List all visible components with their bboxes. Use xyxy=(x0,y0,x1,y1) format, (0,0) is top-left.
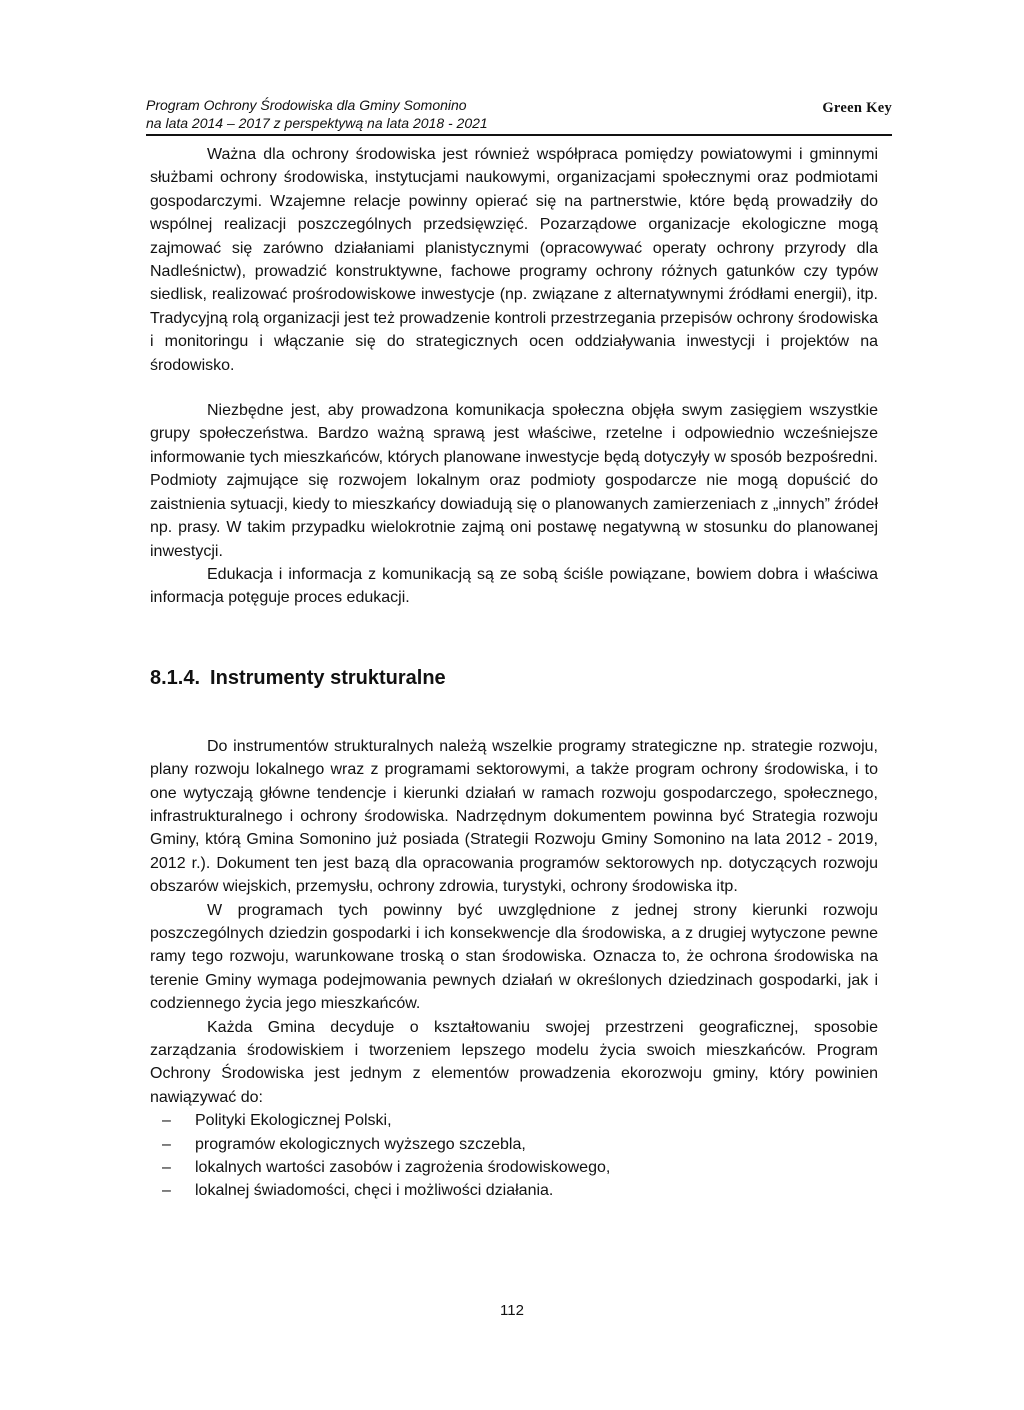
dash-bullet-icon: – xyxy=(162,1182,171,1200)
document-body xyxy=(150,143,878,1203)
list-item: – Polityki Ekologicznej Polski, xyxy=(150,1109,878,1132)
list-item: – lokalnej świadomości, chęci i możliwości działania. xyxy=(150,1179,878,1202)
bullet-list xyxy=(150,1109,878,1203)
header-title-line-2: na lata 2014 – 2017 z perspektywą na lata 2018 - 2021 xyxy=(146,115,488,131)
section-title: Instrumenty strukturalne xyxy=(210,666,446,689)
paragraph-structural-instruments: Do instrumentów strukturalnych należą wszelkie programy strategiczne np. strategie rozwoju, plany rozwoju lokalnego wraz z programami sektorowymi, a także program ochrony środowiska, i to one wytyczają główne tendencje i kierunki działań w ramach rozwoju gospodarczego, społecznego, infrastrukturalnego i ochrony środowiska. Nadrzędnym dokumentem powinna być Strategia rozwoju Gminy, którą Gmina Somonino już posiada (Strategii Rozwoju Gminy Somonino na lata 2012 - 2019, 2012 r.). Dokument ten jest bazą dla opracowania programów sektorowych np. dotyczących rozwoju obszarów wiejskich, przemysłu, ochrony zdrowia, turystyki, ochrony środowiska itp. xyxy=(150,737,878,896)
header-title xyxy=(146,96,488,132)
header-title-line-1: Program Ochrony Środowiska dla Gminy Somonino xyxy=(146,97,467,113)
header-company: Green Key xyxy=(822,100,892,116)
paragraph-communication: Niezbędne jest, aby prowadzona komunikacja społeczna objęła swym zasięgiem wszystkie grupy społeczeństwa. Bardzo ważną sprawą jest właściwe, rzetelne i odpowiednio wcześniejsze informowanie tych mieszkańców, których planowane inwestycje będą dotyczyły w sposób bezpośredni. Podmioty zajmujące się rozwojem lokalnym oraz podmioty gospodarcze nie mogą dopuścić do zaistnienia sytuacji, kiedy to mieszkańcy dowiadują się o planowanych zamierzeniach z „innych” źródeł np. prasy. W takim przypadku wielokrotnie zajmą oni postawę negatywną w stosunku do planowanej inwestycji. xyxy=(150,402,878,560)
list-item: – lokalnych wartości zasobów i zagrożenia środowiskowego, xyxy=(150,1156,878,1179)
dash-bullet-icon: – xyxy=(162,1135,171,1153)
page-number: 112 xyxy=(500,1302,524,1319)
paragraph-programs: W programach tych powinny być uwzględnione z jednej strony kierunki rozwoju poszczególnych dziedzin gospodarki i ich konsekwencje dla środowiska, a z drugiej wytyczone pewne ramy tego rozwoju, warunkowane troską o stan środowiska. Oznacza to, że ochrona środowiska na terenie Gminy wymaga podejmowania pewnych działań w określonych dziedzinach gospodarki, jak i codziennego życia jego mieszkańców. xyxy=(150,901,878,1013)
dash-bullet-icon: – xyxy=(162,1159,171,1177)
paragraph-gmina: Każda Gmina decyduje o kształtowaniu swojej przestrzeni geograficznej, sposobie zarządzania środowiskiem i tworzeniem lepszego modelu życia swoich mieszkańców. Program Ochrony Środowiska jest jednym z elementów prowadzenia ekorozwoju gminy, który powinien nawiązywać do: xyxy=(150,1018,878,1106)
dash-bullet-icon: – xyxy=(162,1112,171,1130)
page-header xyxy=(146,92,892,136)
list-item: – programów ekologicznych wyższego szczebla, xyxy=(150,1133,878,1156)
section-heading xyxy=(150,665,878,691)
paragraph-education: Edukacja i informacja z komunikacją są ze sobą ściśle powiązane, bowiem dobra i właściwa informacja potęguje proces edukacji. xyxy=(150,565,878,607)
section-number: 8.1.4. xyxy=(150,666,201,689)
paragraph-cooperation: Ważna dla ochrony środowiska jest również współpraca pomiędzy powiatowymi i gminnymi służbami ochrony środowiska, instytucjami naukowymi, organizacjami społecznymi oraz podmiotami gospodarczymi. Wzajemne relacje powinny opierać się na partnerstwie, które będą prowadziły do wspólnej realizacji poszczególnych przedsięwzięć. Pozarządowe organizacje ekologiczne mogą zajmować się zarówno działaniami planistycznymi (opracowywać operaty ochrony przyrody dla Nadleśnictw), prowadzić konstruktywne, fachowe programy ochrony różnych gatunków czy typów siedlisk, realizować prośrodowiskowe inwestycje (np. związane z alternatywnymi źródłami energii), itp. Tradycyjną rolą organizacji jest też prowadzenie kontroli przestrzegania przepisów ochrony środowiska i monitoringu i włączanie się do strategicznych ocen oddziaływania inwestycji i projektów na środowisko. xyxy=(150,146,878,374)
